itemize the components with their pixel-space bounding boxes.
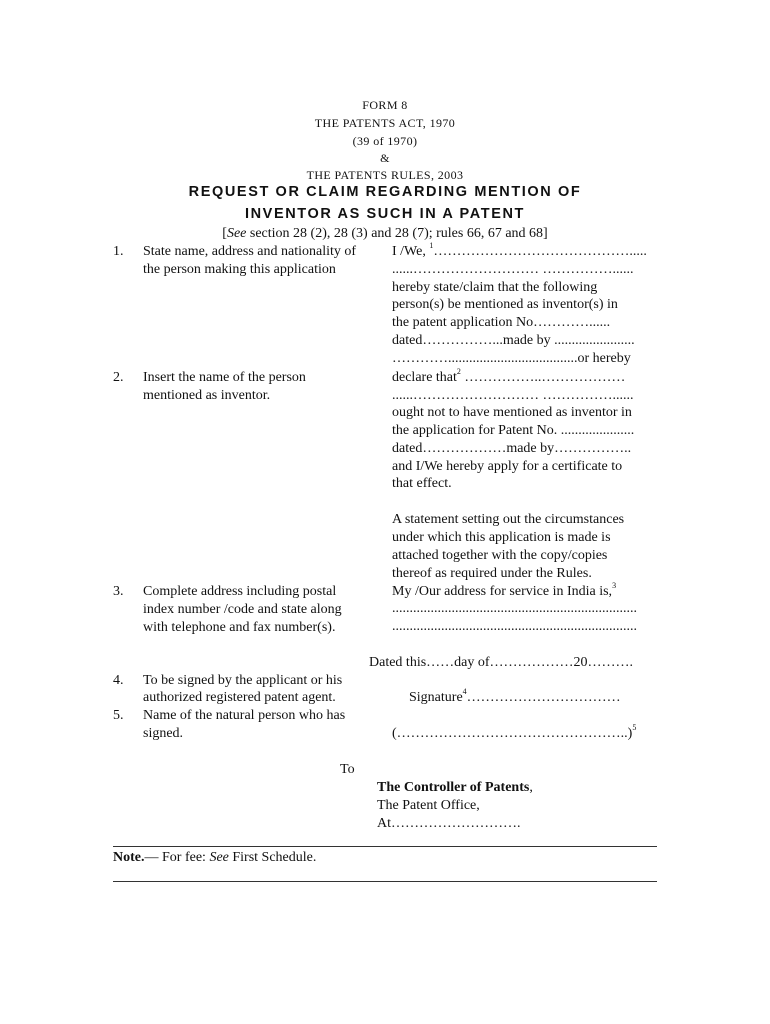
signature-label: Signature — [409, 690, 463, 705]
patent-no-field[interactable]: the application for Patent No. ..................... — [392, 423, 635, 438]
divider-bottom — [113, 881, 657, 882]
item-4-line-2: authorized registered patent agent. — [143, 690, 336, 705]
footnote-5: 5 — [632, 723, 637, 733]
item-3-line-1: Complete address including postal — [143, 584, 337, 599]
applicant-dots: ……………………………………..... — [433, 244, 647, 259]
statement-line-2: person(s) be mentioned as inventor(s) in — [392, 297, 618, 312]
circumstances-line-2: under which this application is made is — [392, 530, 611, 545]
item-1-number: 1. — [113, 244, 124, 259]
dated-madeby-field-2[interactable]: dated………………made by…………….. — [392, 441, 632, 456]
office-location-field[interactable]: At………………………. — [377, 816, 521, 831]
item-5-line-1: Name of the natural person who has — [143, 708, 346, 723]
service-address-field-1[interactable]: ...................................................................... — [392, 601, 637, 616]
item-2-number: 2. — [113, 370, 124, 385]
title-line-1: REQUEST OR CLAIM REGARDING MENTION OF — [188, 184, 582, 200]
statement-line-4: and I/We hereby apply for a certificate to — [392, 459, 623, 474]
footnote-3: 3 — [612, 581, 617, 591]
office-line: The Patent Office, — [377, 798, 480, 813]
applicant-field[interactable] — [392, 241, 647, 260]
item-1-line-1: State name, address and nationality of — [143, 244, 357, 259]
item-4-number: 4. — [113, 673, 124, 688]
declare-that-dots: ……………..……………… — [460, 370, 626, 385]
item-2-line-2: mentioned as inventor. — [143, 388, 271, 403]
act-number: (39 of 1970) — [352, 134, 418, 148]
ampersand: & — [380, 151, 390, 165]
footnote-4: 4 — [462, 687, 467, 697]
item-3-line-3: with telephone and fax number(s). — [143, 620, 336, 635]
service-address-field-2[interactable]: ...................................................................... — [392, 619, 637, 634]
fee-note — [113, 850, 316, 866]
footnote-1: 1 — [429, 241, 434, 251]
applicant-field-line-2[interactable]: ......……………………… ……………...... — [392, 262, 634, 277]
declare-that-field[interactable] — [392, 367, 626, 386]
item-3-number: 3. — [113, 584, 124, 599]
application-no-field[interactable]: the patent application No…………...... — [392, 315, 611, 330]
ref-see: See — [226, 226, 247, 241]
to-label: To — [340, 762, 355, 777]
controller-line — [377, 780, 533, 796]
date-field[interactable]: Dated this……day of………………20………. — [369, 655, 634, 670]
ref-rest: section 28 (2), 28 (3) and 28 (7); rules 66, 67 and 68] — [246, 226, 548, 241]
rules-name: THE PATENTS RULES, 2003 — [306, 168, 464, 182]
note-rest: First Schedule. — [228, 850, 317, 865]
signatory-name-dots: (…………………………………………..) — [392, 726, 633, 741]
ref-open-bracket: [ — [222, 226, 227, 241]
or-hereby-line[interactable]: ………….....................................or hereby — [392, 351, 631, 366]
item-5-number: 5. — [113, 708, 124, 723]
note-dash: — For fee: — [144, 850, 210, 865]
section-reference — [0, 226, 770, 242]
item-4-line-1: To be signed by the applicant or his — [143, 673, 343, 688]
controller-name: The Controller of Patents — [377, 780, 530, 795]
divider-top — [113, 846, 657, 847]
circumstances-line-1: A statement setting out the circumstances — [392, 512, 625, 527]
act-name: THE PATENTS ACT, 1970 — [314, 116, 456, 130]
footnote-2: 2 — [456, 367, 461, 377]
i-we-label: I /We, — [392, 244, 426, 259]
signature-field[interactable] — [409, 687, 621, 706]
dated-madeby-field[interactable]: dated……………...made by ....................... — [392, 333, 635, 348]
service-address-label — [392, 581, 617, 600]
declare-field-line-2[interactable]: ......……………………… ……………...... — [392, 388, 634, 403]
statement-line-5: that effect. — [392, 476, 452, 491]
controller-comma: , — [529, 780, 533, 795]
item-2-line-1: Insert the name of the person — [143, 370, 306, 385]
signature-dots: …………………………… — [466, 690, 621, 705]
statement-line-3: ought not to have mentioned as inventor in — [392, 405, 632, 420]
item-3-line-2: index number /code and state along — [143, 602, 342, 617]
circumstances-line-3: attached together with the copy/copies — [392, 548, 608, 563]
address-label: My /Our address for service in India is, — [392, 584, 613, 599]
declare-that-label: declare that — [392, 370, 457, 385]
circumstances-line-4: thereof as required under the Rules. — [392, 566, 592, 581]
note-label: Note. — [113, 850, 145, 865]
signatory-name-field[interactable] — [392, 723, 637, 742]
item-5-line-2: signed. — [143, 726, 184, 741]
item-1-line-2: the person making this application — [143, 262, 336, 277]
title-line-2: INVENTOR AS SUCH IN A PATENT — [244, 206, 526, 222]
form-number: FORM 8 — [362, 98, 408, 112]
note-see: See — [209, 850, 229, 865]
statement-line-1: hereby state/claim that the following — [392, 280, 598, 295]
